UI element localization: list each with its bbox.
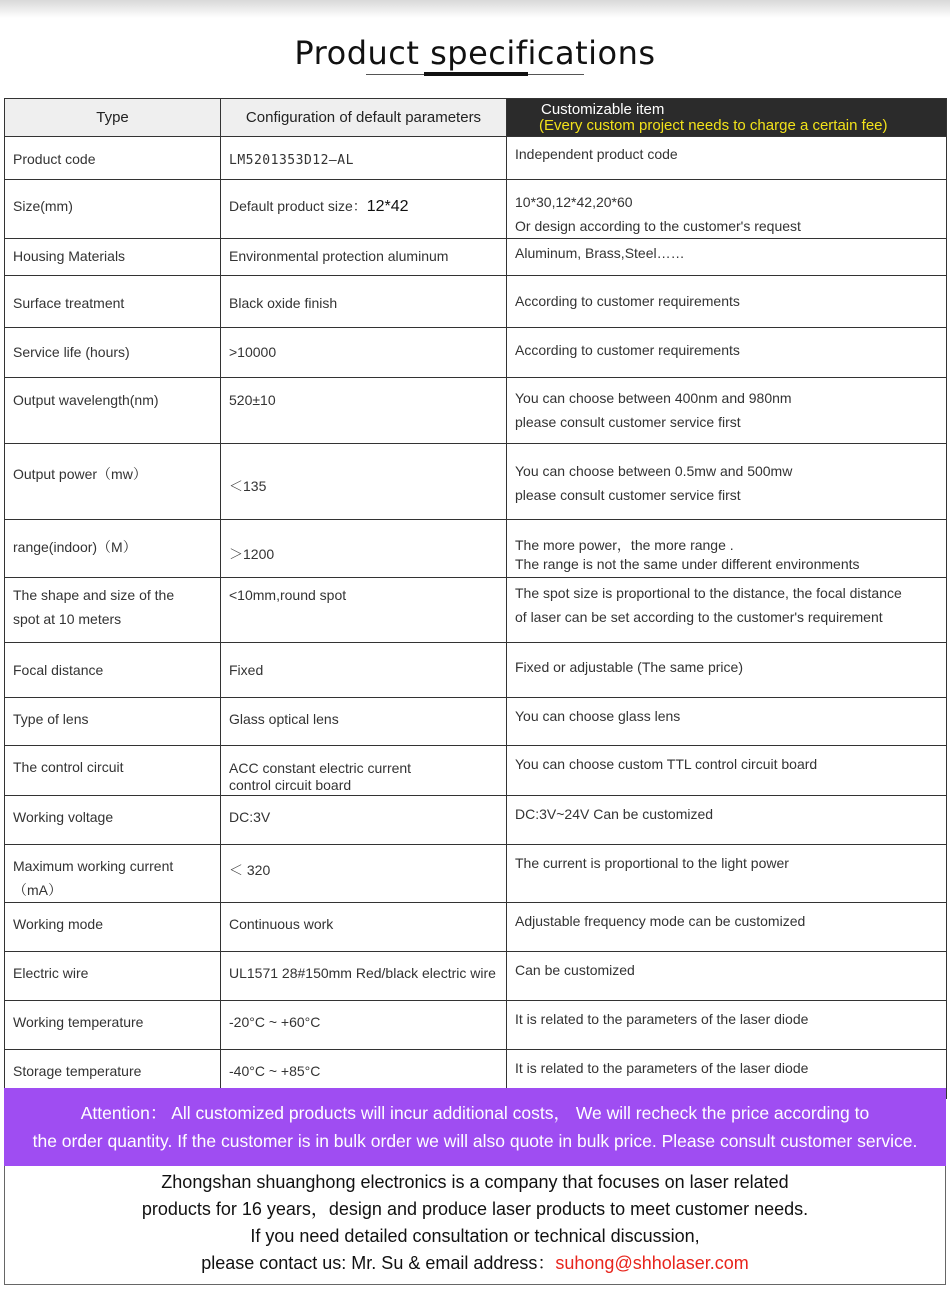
row-type-line2: spot at 10 meters [13,611,122,627]
table-row [5,1001,947,1050]
row-custom: Adjustable frequency mode can be customized [515,913,806,929]
company-line2: products for 16 years，design and produce laser products to meet customer needs. [141,1199,809,1219]
row-type-line1: The shape and size of the [13,587,175,603]
row-type: Maximum working current（mA） [13,858,174,898]
row-custom-line1: You can choose between 400nm and 980nm [515,390,792,406]
table-row [5,276,947,328]
row-config-label: Default product size： [229,198,367,214]
row-custom [507,180,946,238]
top-shadow [0,0,950,18]
row-custom: According to customer requirements [515,293,740,309]
row-type: Service life (hours) [13,344,130,360]
row-config: 520±10 [229,392,276,408]
row-type: Working temperature [13,1014,144,1030]
company-line1: Zhongshan shuanghong electronics is a company that focuses on laser related [161,1172,789,1192]
row-custom: Fixed or adjustable (The same price) [515,659,743,675]
table-row [5,952,947,1001]
table-header-row [5,99,947,137]
row-custom-line2: please consult customer service first [515,414,741,430]
row-type: Product code [13,151,96,167]
row-custom-line1: 10*30,12*42,20*60 [515,194,633,210]
table-row [5,903,947,952]
row-custom: Aluminum, Brass,Steel…… [515,245,685,261]
row-config: ＜ 320 [229,862,271,878]
row-custom: It is related to the parameters of the laser diode [515,1060,809,1076]
spec-table [4,98,947,1099]
header-custom [507,99,947,137]
table-row [5,328,947,378]
row-custom-line2: please consult customer service first [515,487,741,503]
row-type [5,578,220,631]
row-type: Storage temperature [13,1063,142,1079]
title-underline-accent [424,72,528,76]
row-config-line2: control circuit board [229,777,352,793]
attention-banner [4,1088,946,1166]
row-type: Type of lens [13,711,89,727]
contact-label: please contact us: Mr. Su & email address： [201,1253,556,1273]
header-config: Configuration of default parameters [221,99,507,137]
row-config: -40°C ~ +85°C [229,1063,321,1079]
row-type: Working mode [13,916,104,932]
contact-line1: If you need detailed consultation or technical discussion, [250,1226,700,1246]
table-row [5,845,947,903]
row-custom: Can be customized [515,962,635,978]
email-link[interactable]: suhong@shholaser.com [555,1253,749,1273]
row-custom: DC:3V~24V Can be customized [515,806,714,822]
row-config: >10000 [229,344,277,360]
row-type: Surface treatment [13,295,125,311]
contact-line2 [5,1250,945,1277]
table-row [5,137,947,180]
row-type: range(indoor)（M） [13,539,137,555]
table-row [5,796,947,845]
row-type: Housing Materials [13,248,126,264]
title-area [0,34,950,72]
row-custom-line1: The more power，the more range . [515,537,734,553]
table-row [5,698,947,746]
row-config: Fixed [229,662,264,678]
row-config: ＞1200 [229,546,275,562]
row-custom-line1: The spot size is proportional to the distance, the focal distance [515,585,902,601]
row-config: Continuous work [229,916,334,932]
table-row [5,520,947,578]
row-config: DC:3V [229,809,271,825]
attention-line1: Attention： All customized products will incur additional costs， We will recheck the price according to [80,1103,870,1123]
row-type: Output wavelength(nm) [13,392,159,408]
row-type: Focal distance [13,662,104,678]
company-info [4,1166,946,1285]
row-type: Output power（mw） [13,466,147,482]
row-config: Environmental protection aluminum [229,248,449,264]
row-custom-line1: You can choose between 0.5mw and 500mw [515,463,793,479]
row-config-line1: ACC constant electric current [229,760,412,776]
row-custom: Independent product code [515,146,678,162]
row-type: Working voltage [13,809,114,825]
row-custom-line2: of laser can be set according to the customer's requirement [515,609,883,625]
row-config [221,180,506,219]
row-custom [507,578,946,629]
row-custom [507,444,946,507]
row-config: -20°C ~ +60°C [229,1014,321,1030]
row-custom-line2: The range is not the same under different environments [515,556,860,572]
row-custom: It is related to the parameters of the laser diode [515,1011,809,1027]
table-row [5,180,947,239]
row-config-value: 12*42 [366,198,409,215]
page-title: Product specifications [294,34,656,72]
header-fee-note: (Every custom project needs to charge a certain fee) [539,116,888,134]
header-type: Type [5,99,221,137]
row-custom: You can choose glass lens [515,708,681,724]
row-config [221,746,506,794]
row-config: Black oxide finish [229,295,338,311]
row-custom: According to customer requirements [515,342,740,358]
row-config: <10mm,round spot [229,587,347,603]
row-config: ＜135 [229,478,267,494]
row-custom [507,520,946,573]
row-custom: The current is proportional to the light power [515,855,789,871]
row-custom-line2: Or design according to the customer's request [515,218,801,234]
table-row [5,378,947,444]
table-row [5,444,947,520]
row-config: LM5201353D12—AL [229,153,354,168]
row-config: Glass optical lens [229,711,339,727]
row-type: Size(mm) [13,198,73,214]
table-row [5,643,947,698]
table-row [5,746,947,796]
row-custom [507,378,946,434]
row-type: Electric wire [13,965,89,981]
table-row [5,239,947,276]
table-row [5,578,947,643]
row-config: UL1571 28#150mm Red/black electric wire [229,965,496,981]
header-custom-label: Customizable item [541,100,665,118]
row-type: The control circuit [13,759,124,775]
row-custom: You can choose custom TTL control circuit board [515,756,818,772]
attention-line2: the order quantity. If the customer is in bulk order we will also quote in bulk price. Please consult customer service. [32,1131,918,1151]
